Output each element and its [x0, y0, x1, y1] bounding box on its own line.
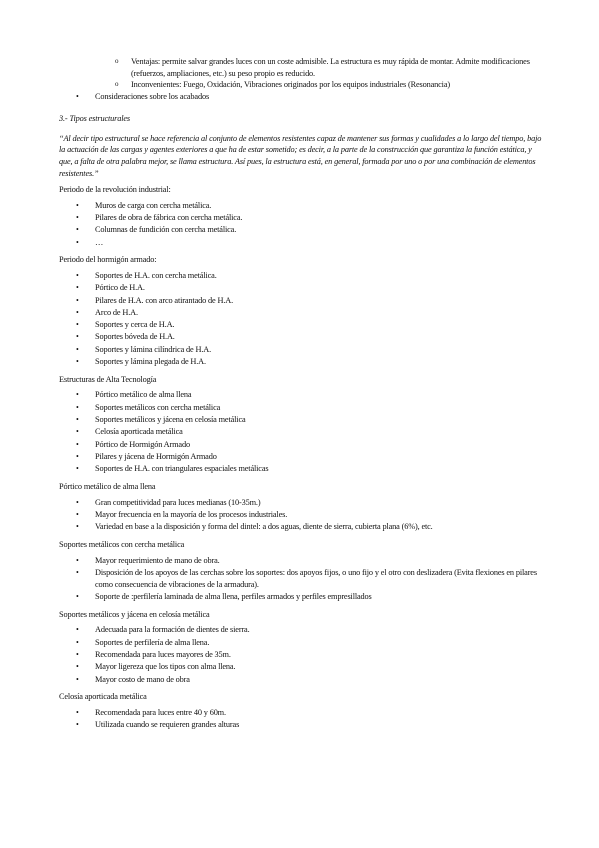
- bullet-list: [59, 270, 543, 368]
- list-item: [59, 402, 543, 414]
- section-tipos-estructurales: [59, 113, 543, 180]
- list-item: [59, 509, 543, 521]
- bullet-list: [59, 555, 543, 603]
- bullet-list: [59, 497, 543, 533]
- list-item: [59, 319, 543, 331]
- list-item: [59, 674, 543, 686]
- group-heading: Celosía aporticada metálica: [59, 692, 147, 702]
- bullet-icon: •: [76, 567, 79, 577]
- group: [59, 481, 543, 533]
- sub-list-item: [59, 56, 543, 79]
- bullet-icon: •: [76, 344, 79, 354]
- bullet-icon: •: [76, 357, 79, 367]
- bullet-icon: •: [76, 497, 79, 507]
- list-item: [59, 91, 543, 103]
- list-item: [59, 414, 543, 426]
- bullet-icon: •: [76, 390, 79, 400]
- bullet-list: [59, 707, 543, 731]
- list-item-text: Disposición de los apoyos de las cerchas sobre los soportes: dos apoyos fijos, o uno fijo y el otro con deslizadera (Evita flexiones en pilares como consecuencia de vibraciones de la armadura).: [95, 567, 537, 589]
- list-item-text: Consideraciones sobre los acabados: [95, 92, 210, 102]
- bullet-icon: •: [76, 509, 79, 519]
- list-item-text: …: [95, 237, 104, 247]
- top-list: [59, 56, 543, 103]
- bullet-icon: •: [76, 720, 79, 730]
- circle-bullet-icon: o: [115, 80, 119, 89]
- list-item: [59, 591, 543, 603]
- group: [59, 254, 543, 367]
- group-heading: Soportes metálicos y jácena en celosía metálica: [59, 609, 210, 619]
- bullet-icon: •: [76, 451, 79, 461]
- structural-groups: [59, 184, 543, 737]
- bullet-list: [59, 389, 543, 474]
- bullet-icon: •: [76, 283, 79, 293]
- bullet-icon: •: [76, 522, 79, 532]
- bullet-list: [59, 624, 543, 685]
- bullet-icon: •: [76, 402, 79, 412]
- bullet-icon: •: [76, 415, 79, 425]
- list-item-text: Mayor frecuencia en la mayoría de los procesos industriales.: [95, 509, 288, 519]
- list-item-text: Pilares de H.A. con arco atirantado de H.A.: [95, 295, 234, 305]
- bullet-icon: •: [76, 674, 79, 684]
- group: [59, 374, 543, 475]
- list-item-text: Variedad en base a la disposición y forma del dintel: a dos aguas, diente de sierra, cubierta plana (6%), etc.: [95, 522, 433, 532]
- list-item-text: Pilares y jácena de Hormigón Armado: [95, 451, 217, 461]
- list-item: [59, 212, 543, 224]
- group-heading: Soportes metálicos con cercha metálica: [59, 539, 185, 549]
- list-item-text: Columnas de fundición con cercha metálica.: [95, 225, 237, 235]
- list-item-text: Inconvenientes: Fuego, Oxidación, Vibraciones originados por los equipos industriales (Resonancia): [131, 80, 450, 90]
- bullet-icon: •: [76, 555, 79, 565]
- bullet-icon: •: [76, 637, 79, 647]
- bullet-icon: •: [76, 439, 79, 449]
- group: [59, 184, 543, 248]
- list-item: [59, 567, 543, 590]
- list-item-text: Muros de carga con cercha metálica.: [95, 200, 212, 210]
- list-item: [59, 282, 543, 294]
- sub-list-item: [59, 79, 543, 91]
- list-item: [59, 307, 543, 319]
- group: [59, 691, 543, 731]
- list-item-text: Soportes de H.A. con triangulares espaciales metálicas: [95, 464, 269, 474]
- bullet-icon: •: [76, 662, 79, 672]
- bullet-icon: •: [76, 92, 79, 102]
- bullet-icon: •: [76, 213, 79, 222]
- list-item: [59, 439, 543, 451]
- list-item: [59, 389, 543, 401]
- list-item-text: Pilares de obra de fábrica con cercha metálica.: [95, 213, 243, 222]
- list-item: [59, 649, 543, 661]
- list-item: [59, 356, 543, 368]
- list-item: [59, 637, 543, 649]
- bullet-icon: •: [76, 464, 79, 474]
- list-item-text: Mayor requerimiento de mano de obra.: [95, 555, 220, 565]
- list-item-text: Ventajas: permite salvar grandes luces con un coste admisible. La estructura es muy rápida de montar. Admite modificaciones (refuerzos, ampliaciones, etc.) su peso propio es reducido.: [131, 57, 530, 78]
- section-title: 3.- Tipos estructurales: [59, 114, 130, 123]
- list-item-text: Pórtico de Hormigón Armado: [95, 439, 190, 449]
- list-item-text: Recomendada para luces mayores de 35m.: [95, 649, 231, 659]
- list-item: [59, 331, 543, 343]
- bullet-list: [59, 200, 543, 249]
- list-item: [59, 426, 543, 438]
- list-item-text: Mayor ligereza que los tipos con alma llena.: [95, 662, 236, 672]
- list-item: [59, 270, 543, 282]
- list-item-text: Gran competitividad para luces medianas (10-35m.): [95, 497, 261, 507]
- bullet-icon: •: [76, 625, 79, 635]
- bullet-icon: •: [76, 237, 79, 247]
- list-item-text: Soportes de H.A. con cercha metálica.: [95, 271, 217, 280]
- bullet-icon: •: [76, 320, 79, 330]
- list-item-text: Soportes metálicos con cercha metálica: [95, 402, 221, 412]
- list-item-text: Adecuada para la formación de dientes de sierra.: [95, 625, 250, 635]
- list-item: [59, 719, 543, 731]
- definition-quote: “Al decir tipo estructural se hace referencia al conjunto de elementos resistentes capaz de mantener sus formas y cualidades a lo largo del tiempo, bajo la actuación de las cargas y agentes exteriores a que ha de estar sometido; es decir, a la parte de la construcción que garantiza la función estática, y que, a falta de otra palabra mejor, se llama estructura. Así pues, la estructura está, en general, formada por uno o por una combinación de elementos resistentes.”: [59, 133, 542, 178]
- list-item-text: Soportes y cerca de H.A.: [95, 320, 175, 330]
- list-item-text: Soportes bóveda de H.A.: [95, 332, 175, 342]
- bullet-icon: •: [76, 307, 79, 317]
- list-item-text: Soportes y lámina plegada de H.A.: [95, 357, 206, 367]
- list-item: [59, 463, 543, 475]
- group-heading: Estructuras de Alta Tecnología: [59, 374, 157, 384]
- list-item: [59, 707, 543, 719]
- bullet-icon: •: [76, 649, 79, 659]
- bullet-icon: •: [76, 591, 79, 601]
- list-item-text: Soportes de perfilería de alma llena.: [95, 637, 210, 647]
- list-item: [59, 295, 543, 307]
- group-heading: Pórtico metálico de alma llena: [59, 481, 156, 491]
- list-item-text: Soportes y lámina cilíndrica de H.A.: [95, 344, 212, 354]
- bullet-icon: •: [76, 271, 79, 280]
- list-item: [59, 624, 543, 636]
- list-item: [59, 521, 543, 533]
- list-item-text: Recomendada para luces entre 40 y 60m.: [95, 707, 226, 717]
- list-item: [59, 200, 543, 212]
- group: [59, 609, 543, 686]
- list-item-text: Mayor costo de mano de obra: [95, 674, 190, 684]
- list-item: [59, 555, 543, 567]
- bullet-icon: •: [76, 332, 79, 342]
- group-heading: Periodo de la revolución industrial:: [59, 185, 171, 194]
- bullet-icon: •: [76, 295, 79, 305]
- group-heading: Periodo del hormigón armado:: [59, 255, 157, 265]
- list-item-text: Arco de H.A.: [95, 307, 138, 317]
- list-item: [59, 237, 543, 249]
- list-item: [59, 451, 543, 463]
- bullet-icon: •: [76, 427, 79, 437]
- bullet-icon: •: [76, 225, 79, 235]
- list-item: [59, 661, 543, 673]
- list-item-text: Soporte de :perfilería laminada de alma llena, perfiles armados y perfiles empresillados: [95, 591, 372, 601]
- list-item-text: Pórtico de H.A.: [95, 283, 145, 293]
- list-item-text: Soportes metálicos y jácena en celosía metálica: [95, 415, 246, 425]
- list-item-text: Pórtico metálico de alma llena: [95, 390, 192, 400]
- list-item: [59, 497, 543, 509]
- bullet-icon: •: [76, 200, 79, 210]
- list-item-text: Celosía aporticada metálica: [95, 427, 183, 437]
- list-item-text: Utilizada cuando se requieren grandes alturas: [95, 720, 240, 730]
- list-item: [59, 344, 543, 356]
- bullet-icon: •: [76, 707, 79, 717]
- circle-bullet-icon: o: [115, 57, 119, 65]
- group: [59, 539, 543, 603]
- list-item: [59, 224, 543, 236]
